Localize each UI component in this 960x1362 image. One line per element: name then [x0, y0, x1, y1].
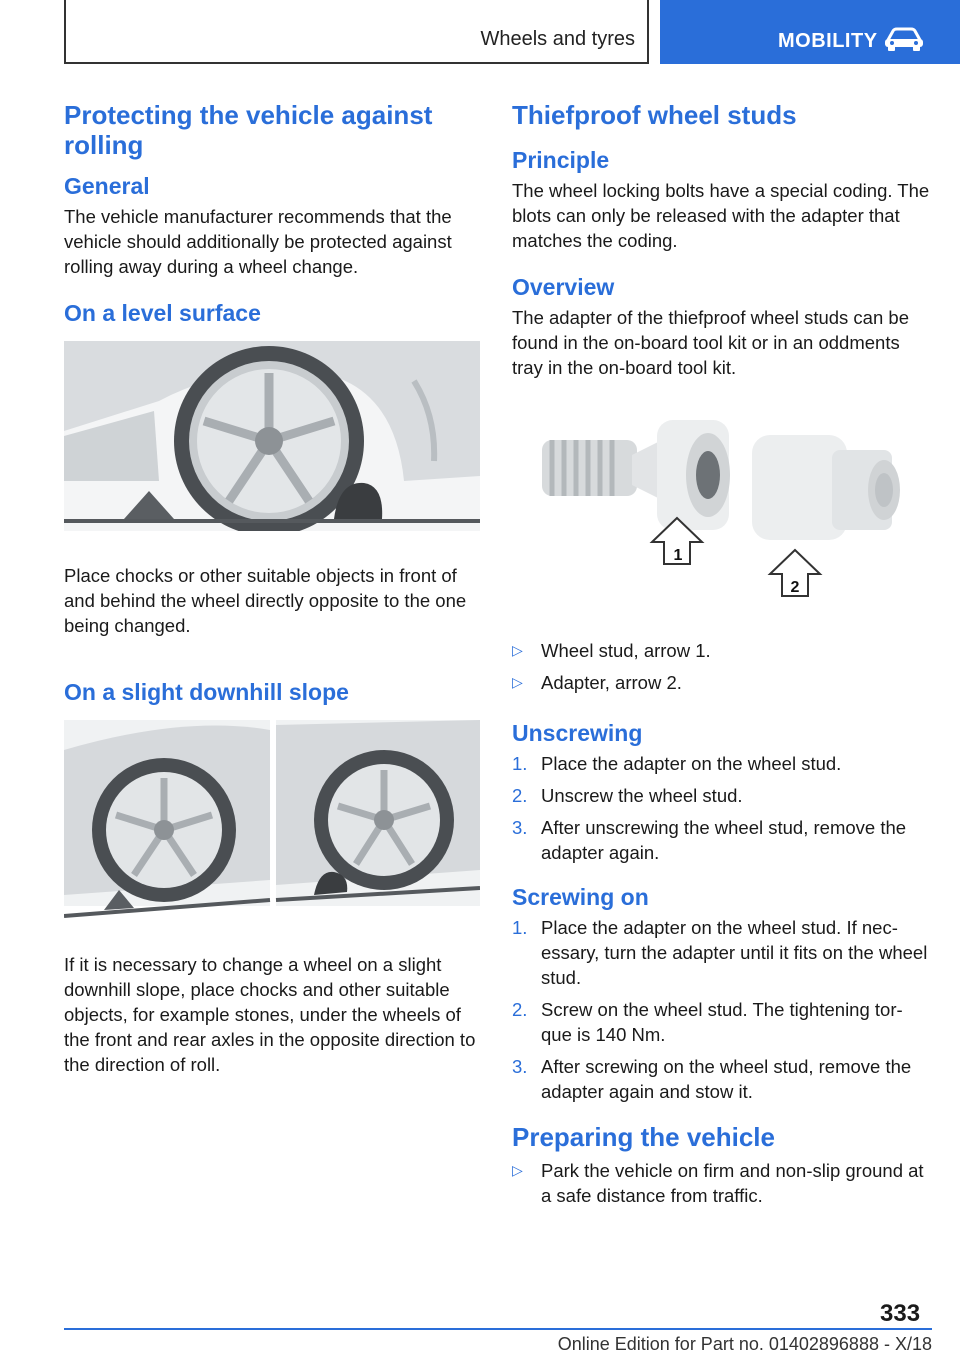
- arrow-2-icon: [770, 550, 820, 596]
- overview-list: [512, 638, 932, 695]
- wheel-stud-adapter-image: [512, 400, 932, 614]
- list-marker-icon: ▷: [512, 642, 523, 658]
- principle-text: The wheel locking bolts have a special coding. The blots can only be released with the adapter that matches the coding.: [512, 180, 930, 251]
- list-item: 2. Unscrew the wheel stud.: [512, 785, 743, 806]
- section-heading-rolling: Protecting the vehicle against rolling: [64, 100, 433, 160]
- list-item: ▷ Wheel stud, arrow 1.: [512, 640, 711, 661]
- footer-divider: [64, 1328, 932, 1330]
- heading-unscrewing: Unscrewing: [512, 720, 643, 746]
- chapter-label: MOBILITY: [778, 30, 878, 52]
- list-item: 3. After unscrewing the wheel stud, remove the adapter again.: [512, 817, 907, 863]
- level-surface-image: [64, 341, 480, 531]
- heading-general: General: [64, 173, 150, 199]
- heading-overview: Overview: [512, 274, 615, 300]
- list-item: 3. After screwing on the wheel stud, remove the adapter again and stow it.: [512, 1056, 912, 1102]
- downhill-slope-image: [64, 720, 480, 920]
- list-marker-icon: ▷: [512, 674, 523, 690]
- overview-text: The adapter of the thiefproof wheel studs can be found in the on-board tool kit or in an oddments tray in the on-board tool kit.: [512, 307, 909, 378]
- section-heading-wheel-studs: Thiefproof wheel studs: [512, 100, 797, 130]
- footer-edition: Online Edition for Part no. 01402896888 - X/18: [557, 1334, 932, 1354]
- heading-principle: Principle: [512, 147, 610, 173]
- car-icon: [882, 26, 926, 52]
- heading-downhill-slope: On a slight downhill slope: [64, 679, 349, 705]
- wheel-icon: [174, 346, 364, 531]
- screwing-on-steps: [512, 915, 932, 1104]
- list-item: 1. Place the adapter on the wheel stud.: [512, 753, 842, 774]
- slope-panel-rear: [276, 720, 480, 906]
- list-item: 1. Place the adapter on the wheel stud. If nec-essary, turn the adapter until it fits on the wheel stud.: [512, 917, 928, 988]
- list-marker-icon: ▷: [512, 1162, 523, 1178]
- heading-screwing-on: Screwing on: [512, 884, 649, 910]
- arrow-1-label: 1: [673, 547, 683, 564]
- section-heading-preparing: Preparing the vehicle: [512, 1122, 775, 1152]
- adapter-icon: [752, 435, 900, 540]
- list-item: 2. Screw on the wheel stud. The tightening tor-que is 140 Nm.: [512, 999, 903, 1045]
- page-number: 333: [880, 1300, 921, 1327]
- right-column: [512, 100, 932, 1226]
- level-surface-text: Place chocks or other suitable objects in front of and behind the wheel directly opposite to the one being changed.: [64, 565, 467, 636]
- general-text: The vehicle manufacturer recommends that the vehicle should additionally be protected against rolling away during a wheel change.: [64, 206, 452, 277]
- downhill-slope-text: If it is necessary to change a wheel on a slight downhill slope, place chocks and other suitable objects, for example stones, under the wheels of the front and rear axles in the opposite direction to the direction of roll.: [64, 954, 476, 1075]
- arrow-2-label: 2: [790, 579, 800, 596]
- list-item: ▷ Park the vehicle on firm and non-slip ground at a safe distance from traffic.: [512, 1160, 924, 1206]
- chapter-tab[interactable]: [660, 0, 960, 64]
- heading-level-surface: On a level surface: [64, 300, 261, 326]
- list-item: ▷ Adapter, arrow 2.: [512, 672, 682, 693]
- slope-panel-front: [64, 720, 270, 916]
- section-title: Wheels and tyres: [480, 28, 635, 50]
- unscrewing-steps: [512, 751, 932, 865]
- left-column: [64, 100, 482, 1097]
- preparing-list: [512, 1158, 932, 1208]
- wheel-stud-icon: [542, 420, 730, 530]
